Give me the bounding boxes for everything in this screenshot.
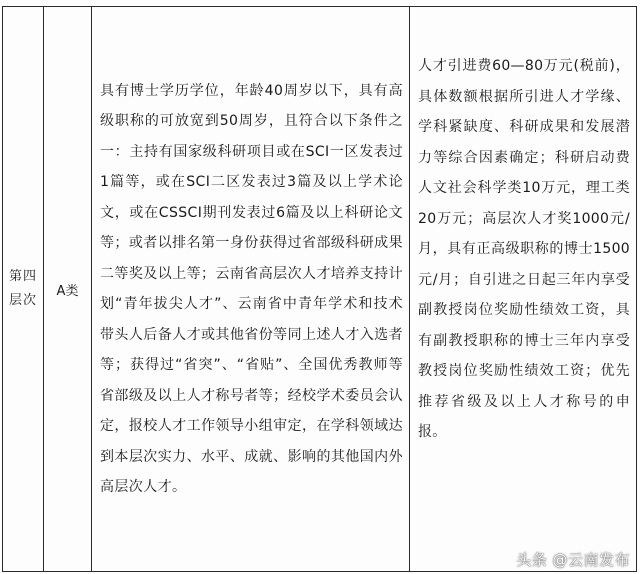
watermark: 头条 @云南发布 xyxy=(516,551,630,569)
benefits-cell xyxy=(410,7,637,572)
talent-requirements-table xyxy=(2,6,637,572)
conditions-cell xyxy=(92,7,410,572)
conditions-text: 具有博士学历学位，年龄40周岁以下，具有高级职称的可放宽到50周岁，且符合以下条件之一：主持有国家级科研项目或在SCI一区发表过1篇等，或在SCI二区发表过3篇及以上学术论文，或在CSSCI期刊发表过6篇及以上科研论文等；或者以排名第一身份获得过省部级科研成果二等奖及以上等；云南省高层次人才培养支持计划“青年拔尖人才”、云南省中青年学术和技术带头人后备人才或其他省份等同上述人才入选者等；获得过“省突”、“省贴”、全国优秀教师等省部级及以上人才称号者等；经校学术委员会认定，报校人才工作领导小组审定，在学科领域达到本层次实力、水平、成就、影响的其他国内外高层次人才。 xyxy=(100,82,403,495)
category-label: A类 xyxy=(56,283,79,299)
category-cell xyxy=(44,7,92,572)
benefits-text: 人才引进费60—80万元(税前)，具体数额根据所引进人才学缘、学科紧缺度、科研成果和发展潜力等综合因素确定；科研启动费人文社会科学类10万元，理工类20万元；高层次人才奖1000元/月，具有正高级职称的博士1500元/月；自引进之日起三年内享受副教授岗位奖励性绩效工资，具有副教授职称的博士三年内享受教授岗位奖励性绩效工资；优先推荐省级及以上人才称号的申报。 xyxy=(418,58,630,440)
level-label: 第四层次 xyxy=(8,269,37,308)
level-cell xyxy=(3,7,44,572)
table-row xyxy=(3,7,637,572)
